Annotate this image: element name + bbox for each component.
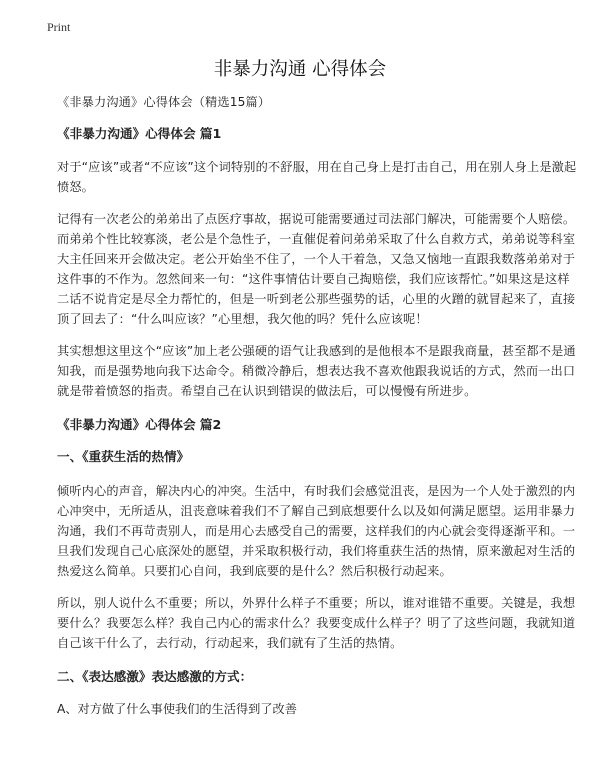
section-2-paragraph: 倾听内心的声音，解决内心的冲突。生活中，有时我们会感觉沮丧，是因为一个人处于激烈的内心冲突中，无所适从，沮丧意味着我们不了解自己到底想要什么以及如何满足愿望。运用非暴力沟通，我们不再苛责别人，而是用心去感受自己的需要，这样我们的内心就会变得逐渐平和。一旦我们发现自己心底深处的愿望，并采取积极行动，我们将重获生活的热情，原来激起对生活的热爱这么简单。只要扪心自问，我到底要的是什么？然后积极行动起来。 xyxy=(57,484,576,578)
section-1-heading: 《非暴力沟通》心得体会 篇1 xyxy=(57,126,222,141)
intro-text: 《非暴力沟通》心得体会（精选15篇） xyxy=(57,95,271,109)
section-1-paragraph: 记得有一次老公的弟弟出了点医疗事故，据说可能需要通过司法部门解决，可能需要个人赔偿。而弟弟个性比较寡淡，老公是个急性子，一直催促着问弟弟采取了什么自救方式，弟弟说等科室大主任回来开会做决定。老公开始坐不住了，一个人干着急，又急又恼地一直跟我数落弟弟对于这件事的不作为。忽然间来一句：“这件事情估计要自己掏赔偿，我们应该帮忙。”如果这是这样二话不说肯定是尽全力帮忙的，但是一听到老公那些强势的话，心里的火蹭的就冒起来了，直接顶了回去了：“什么叫应该？”心里想，我欠他的吗？凭什么应该呢！ xyxy=(57,212,576,326)
section-2-heading: 《非暴力沟通》心得体会 篇2 xyxy=(57,417,222,432)
page-title: 非暴力沟通 心得体会 xyxy=(213,59,387,80)
subheading-2: 二、《表达感激》表达感激的方式： xyxy=(57,669,253,684)
section-1-paragraph: 对于“应该”或者“不应该”这个词特别的不舒服，用在自己身上是打击自己，用在别人身上是激起愤怒。 xyxy=(57,160,577,194)
section-1-paragraph: 其实想想这里这个“应该”加上老公强硬的语气让我感到的是他根本不是跟我商量，甚至都不是通知我，而是强势地向我下达命令。稍微冷静后，想表达我不喜欢他跟我说话的方式，然而一出口就是带着愤怒的指责。希望自己在认识到错误的做法后，可以慢慢有所进步。 xyxy=(57,344,576,398)
list-item-a: A、对方做了什么事使我们的生活得到了改善 xyxy=(57,702,297,716)
subheading-1: 一、《重获生活的热情》 xyxy=(57,449,190,464)
print-link[interactable]: Print xyxy=(47,20,71,34)
section-2-paragraph: 所以，别人说什么不重要；所以，外界什么样子不重要；所以，谁对谁错不重要。关键是，我想要什么？我要怎么样？我自己内心的需求什么？我要变成什么样子？明了了这些问题，我就知道自己该干什么了，去行动，行动起来，我们就有了生活的热情。 xyxy=(57,596,576,650)
article-body xyxy=(57,92,577,719)
